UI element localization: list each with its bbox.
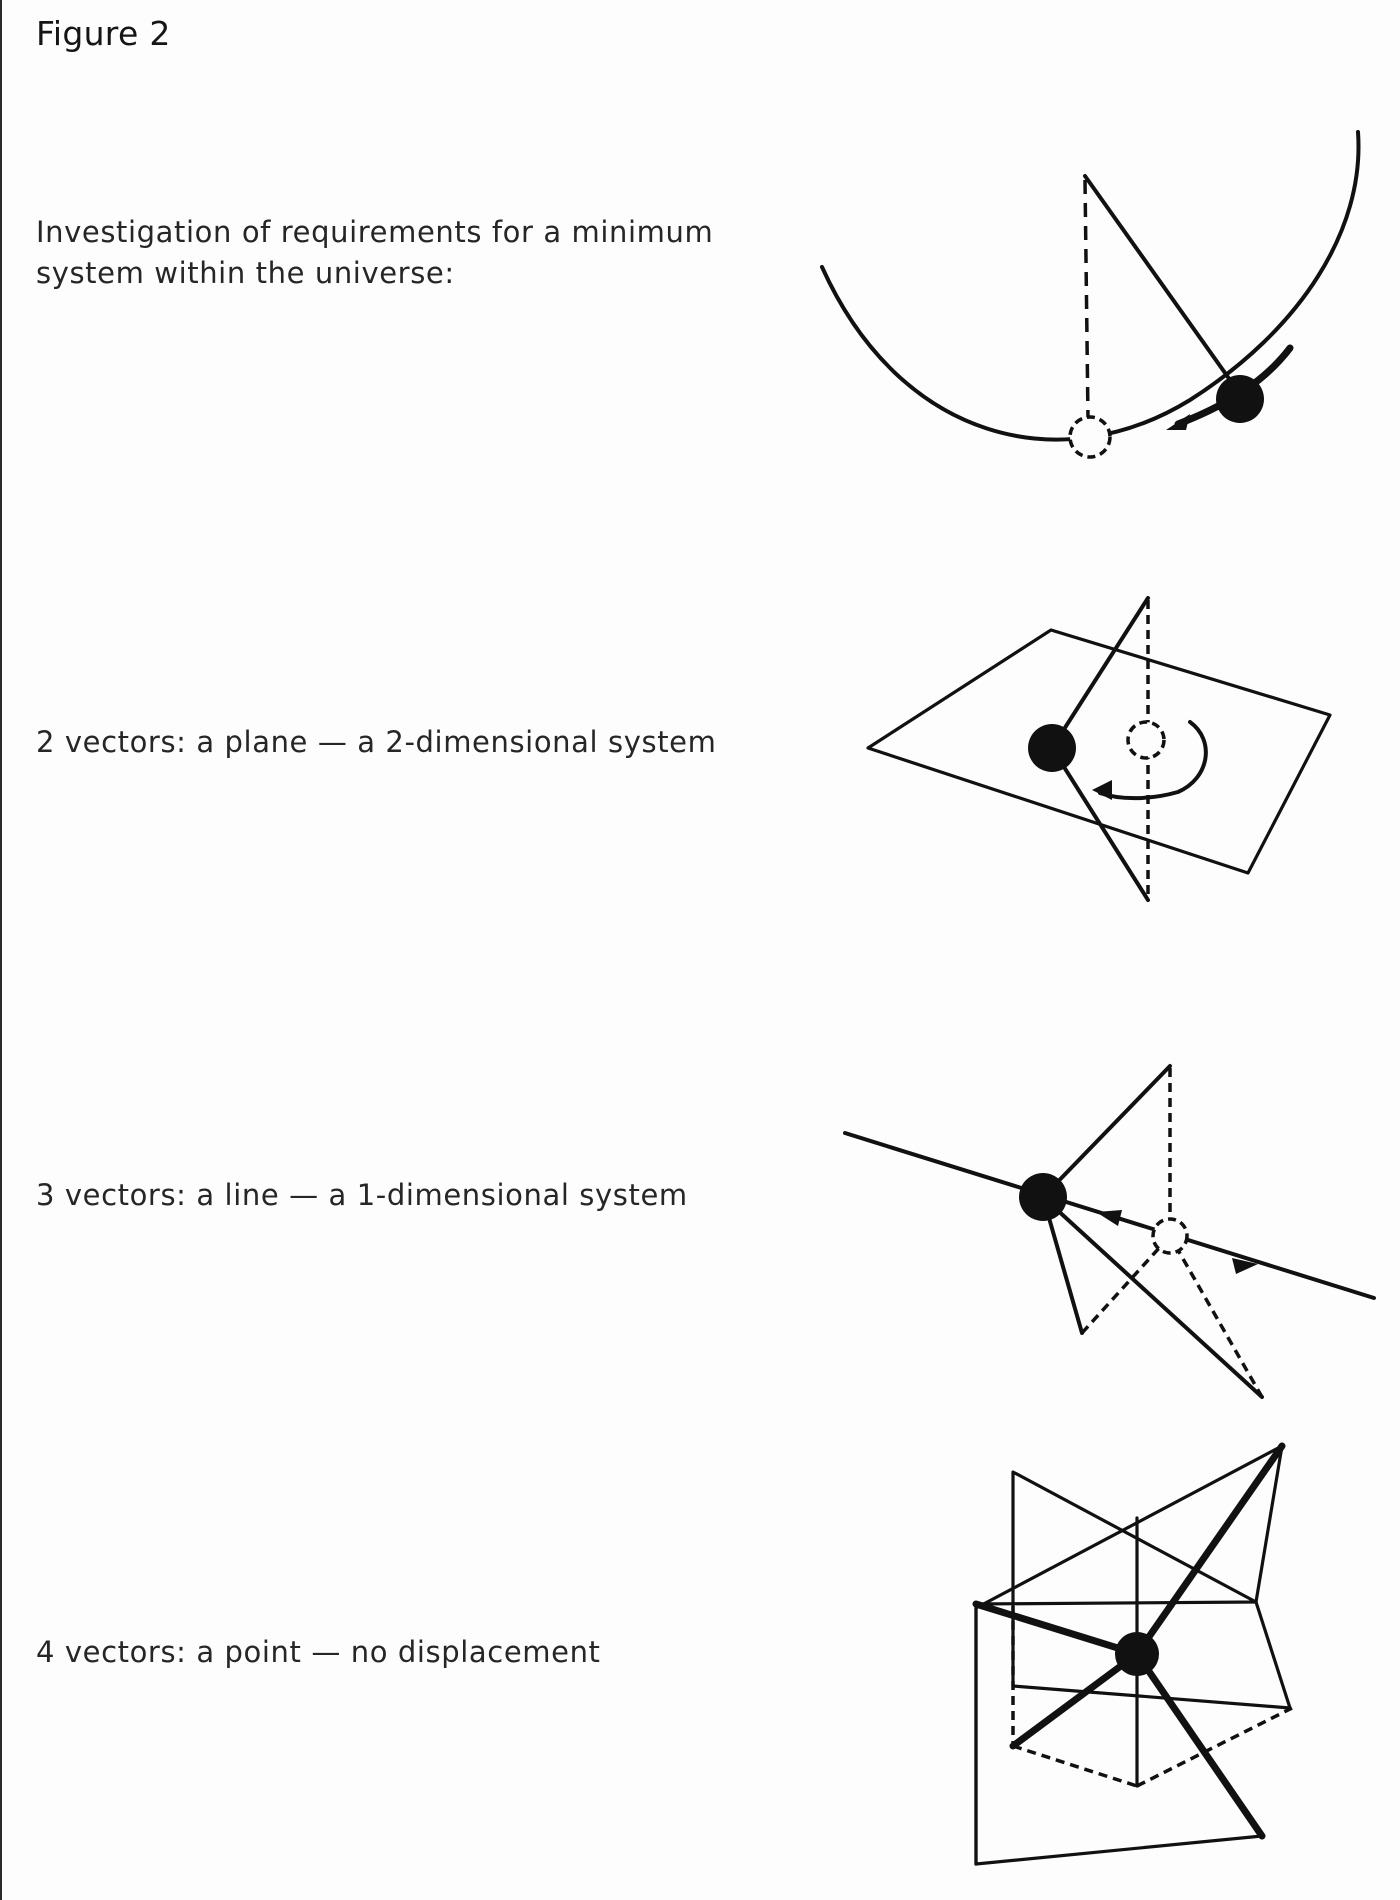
mass-point — [1115, 1632, 1159, 1676]
diagram-four-vectors-point — [976, 1446, 1292, 1864]
rest-position — [1153, 1219, 1187, 1253]
left-arrowhead — [1096, 1210, 1122, 1226]
vector-b — [1052, 748, 1148, 900]
rotation-arrowhead — [1092, 780, 1112, 800]
plane-edge-b — [976, 1836, 1262, 1864]
mass-point — [1019, 1173, 1067, 1221]
rest-position — [1070, 417, 1110, 457]
hidden-edge-right — [1137, 1708, 1292, 1786]
hidden-edge-bottom — [1013, 1746, 1137, 1786]
diagram-three-vectors-line — [845, 1066, 1374, 1397]
vector-b — [976, 1604, 1137, 1654]
vector-c — [1013, 1654, 1137, 1746]
caption-three-vectors: 3 vectors: a line — a 1-dimensional system — [36, 1178, 688, 1212]
plane — [868, 630, 1330, 873]
arc-arrowhead — [1166, 414, 1190, 430]
rest-position — [1128, 722, 1164, 758]
diagram-two-vectors-plane — [868, 598, 1330, 900]
vector-line — [1085, 176, 1240, 394]
vertical-dashed-line — [1085, 180, 1088, 418]
sphere-arc — [822, 132, 1359, 440]
figure-title: Figure 2 — [36, 14, 171, 53]
caption-intro: Investigation of requirements for a minimum system within the universe: — [36, 215, 714, 290]
vector-b-dashed — [1082, 1236, 1170, 1333]
caption-two-vectors: 2 vectors: a plane — a 2-dimensional system — [36, 725, 717, 759]
vector-d — [1137, 1654, 1262, 1836]
mass-point — [1216, 375, 1264, 423]
mass-point — [1028, 724, 1076, 772]
diagram-one-vector-arc — [822, 132, 1359, 457]
vector-a — [1043, 1066, 1170, 1197]
caption-four-vectors: 4 vectors: a point — no displacement — [36, 1635, 601, 1669]
